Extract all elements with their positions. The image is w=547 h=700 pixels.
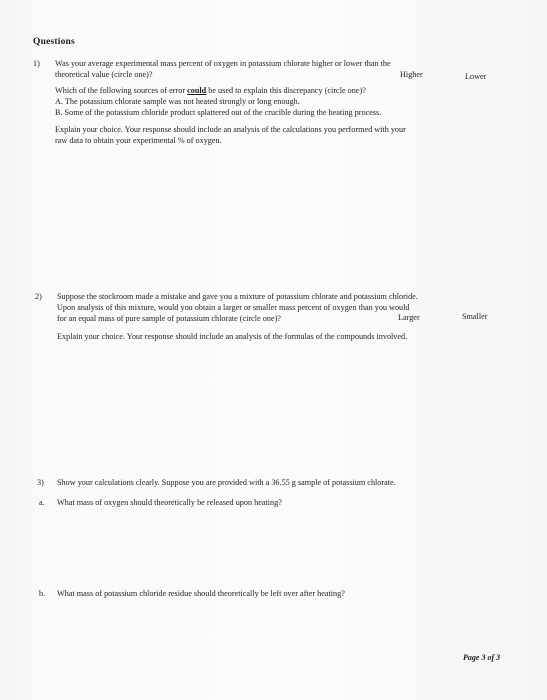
section-heading: Questions	[33, 37, 75, 47]
q1-sources-suffix: be used to explain this discrepancy (circle one)?	[206, 86, 366, 95]
q2-choice-larger[interactable]: Larger	[398, 313, 420, 322]
q1-sources-prefix: Which of the following sources of error	[55, 86, 188, 95]
q3b-question: What mass of potassium chloride residue should theoretically be left over after heating?	[57, 589, 345, 598]
q1-explain-line2: raw data to obtain your experimental % of oxygen.	[55, 136, 222, 145]
q1-prompt-line2: theoretical value (circle one)?	[55, 70, 153, 79]
q1-sources-emphasis: could	[187, 86, 207, 95]
q3-number: 3)	[37, 478, 44, 487]
q2-prompt-line1: Suppose the stockroom made a mistake and gave you a mixture of potassium chlorate and potassium chloride.	[57, 292, 418, 301]
q2-explain: Explain your choice. Your response should include an analysis of the formulas of the compounds involved.	[57, 332, 408, 341]
q1-choice-higher[interactable]: Higher	[400, 70, 423, 79]
q1-option-a[interactable]: A. The potassium chlorate sample was not heated strongly or long enough.	[55, 97, 300, 106]
q3b-label: b.	[39, 589, 46, 598]
q2-prompt-line3: for an equal mass of pure sample of potassium chlorate (circle one)?	[57, 314, 281, 323]
q2-number: 2)	[35, 292, 42, 301]
q2-prompt-line2: Upon analysis of this mixture, would you obtain a larger or smaller mass percent of oxygen than you would	[57, 303, 410, 312]
q1-error-sources-question	[55, 87, 366, 95]
q1-choice-lower[interactable]: Lower	[465, 72, 487, 81]
q2-choice-smaller[interactable]: Smaller	[462, 312, 488, 321]
q3a-question: What mass of oxygen should theoretically be released upon heating?	[57, 498, 282, 507]
q3a-label: a.	[39, 498, 45, 507]
page-number: Page 3 of 3	[463, 653, 501, 662]
q1-prompt-line1: Was your average experimental mass percent of oxygen in potassium chlorate higher or lower than the	[55, 59, 391, 68]
q1-explain-line1: Explain your choice. Your response should include an analysis of the calculations you performed with your	[55, 125, 406, 134]
q1-number: 1)	[33, 59, 40, 68]
q3-intro: Show your calculations clearly. Suppose you are provided with a 36.55 g sample of potassium chlorate.	[57, 478, 396, 487]
q1-option-b[interactable]: B. Some of the potassium chloride product splattered out of the crucible during the heating process.	[55, 108, 382, 117]
